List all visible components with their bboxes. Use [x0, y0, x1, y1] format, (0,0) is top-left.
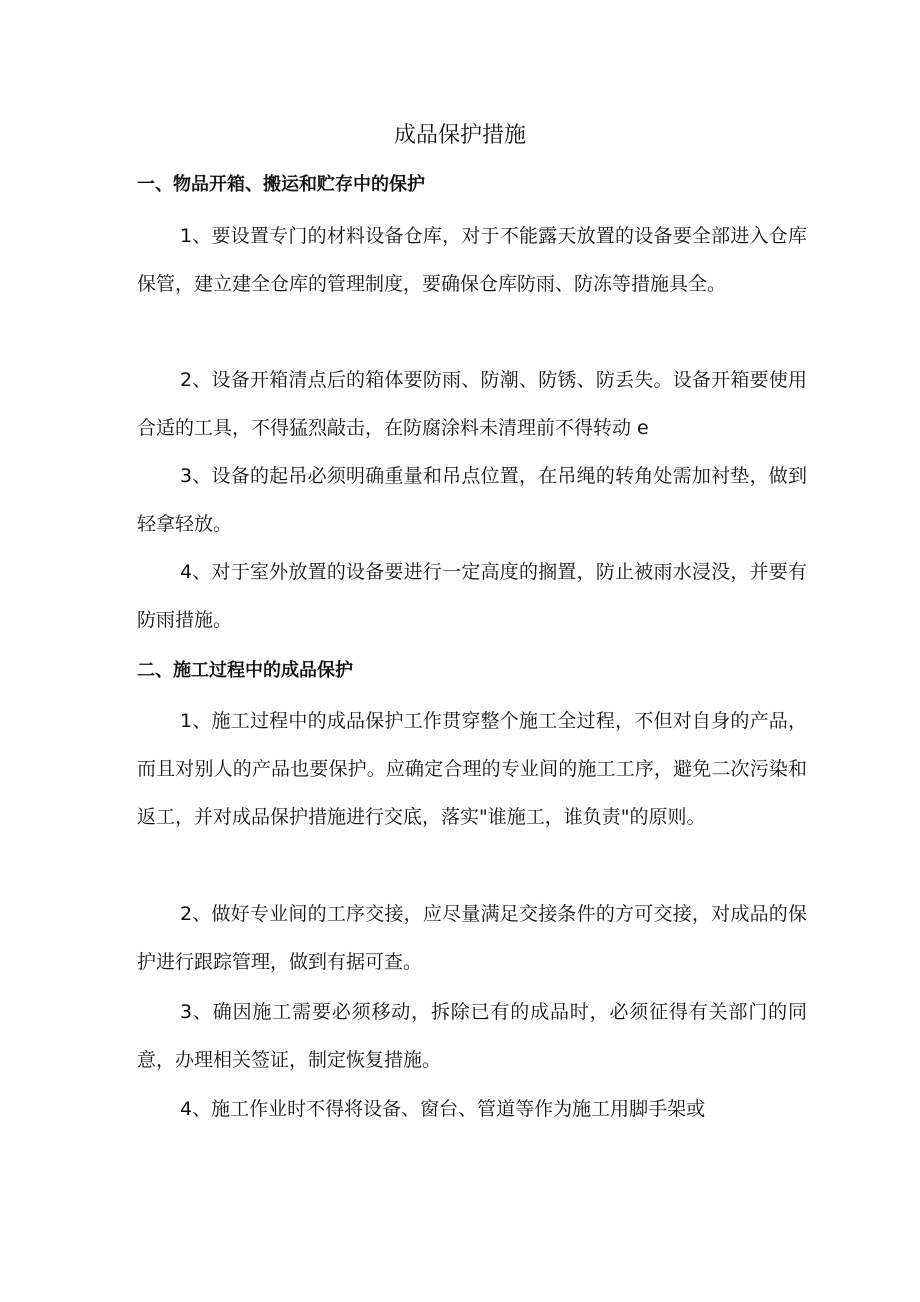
section-heading-storage-protection: 一、物品开箱、搬运和贮存中的保护: [137, 174, 425, 195]
document-title: 成品保护措施: [393, 123, 526, 148]
section-heading-construction-protection: 二、施工过程中的成品保护: [137, 660, 353, 681]
paragraph-2-1: 1、施工过程中的成品保护工作贯穿整个施工全过程，不但对自身的产品，而且对别人的产品也要保护。应确定合理的专业间的施工工序，避免二次污染和返工，并对成品保护措施进行交底，落实"谁施工，谁负责"的原则。: [137, 710, 807, 828]
paragraph-2-2: 2、做好专业间的工序交接，应尽量满足交接条件的方可交接，对成品的保护进行跟踪管理，做到有据可查。: [137, 903, 807, 973]
paragraph-1-2: 2、设备开箱清点后的箱体要防雨、防潮、防锈、防丢失。设备开箱要使用合适的工具，不得猛烈敲击，在防腐涂料未清理前不得转动 e: [137, 369, 807, 439]
paragraph-1-4: 4、对于室外放置的设备要进行一定高度的搁置，防止被雨水浸没，并要有防雨措施。: [137, 561, 807, 631]
paragraph-1-1: 1、要设置专门的材料设备仓库，对于不能露天放置的设备要全部进入仓库保管，建立建全仓库的管理制度，要确保仓库防雨、防冻等措施具全。: [137, 225, 807, 295]
paragraph-1-3: 3、设备的起吊必须明确重量和吊点位置，在吊绳的转角处需加衬垫，做到轻拿轻放。: [137, 465, 807, 535]
paragraph-2-3: 3、确因施工需要必须移动，拆除已有的成品时，必须征得有关部门的同意，办理相关签证，制定恢复措施。: [137, 1001, 807, 1071]
paragraph-2-4: 4、施工作业时不得将设备、窗台、管道等作为施工用脚手架或: [180, 1098, 706, 1120]
